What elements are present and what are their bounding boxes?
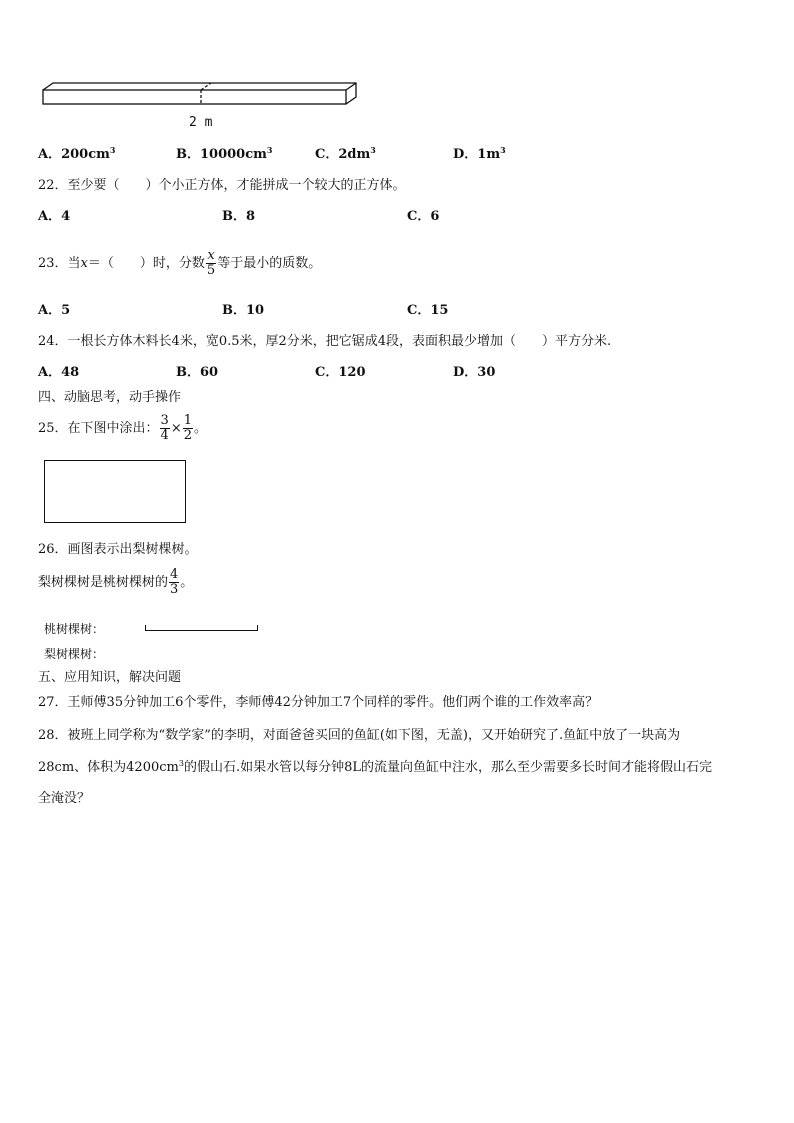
q22-option-a: A．4 [38,209,71,224]
q21-option-b: B．$10000cm^3$ [176,145,273,162]
q25-fraction-1: $\frac{3}{4}$ [160,413,169,443]
pear-tree-label: 梨树棵树： [44,647,105,661]
q24-text: 24．一根长方体木料长4米，宽0.5米，厚2分米，把它锯成4段，表面积最少增加（ ）平方分米. [38,334,612,349]
q22-option-b: B．8 [222,209,256,224]
q22-option-c: C．6 [407,209,440,224]
q28-line-3: 全淹没？ [38,791,91,806]
q21-option-d: D．$1m^3$ [453,145,506,162]
q24-option-a: A．48 [38,365,80,380]
q28-line-1: 28．被班上同学称为“数学家”的李明，对面爸爸买回的鱼缸(如下图，无盖)，又开始研究了.鱼缸中放了一块高为 [38,728,681,743]
q26-fraction: $\frac{4}{3}$ [170,567,179,597]
q26-text: 26．画图表示出梨树棵树。 [38,542,198,557]
q24-option-d: D．30 [453,365,496,380]
q23-option-a: A．5 [38,303,71,318]
q28-line-2: 28cm、体积为$4200cm^3$的假山石.如果水管以每分钟8L的流量向鱼缸中注水，那么至少需要多长时间才能将假山石完 [38,759,712,775]
section-4-title: 四、动脑思考，动手操作 [38,390,182,405]
q27-text: 27．王师傅35分钟加工6个零件，李师傅42分钟加工7个同样的零件。他们两个谁的工作效率高？ [38,695,599,710]
q22-text: 22．至少要（ ）个小正方体，才能拼成一个较大的正方体。 [38,178,406,193]
section-5-title: 五、应用知识，解决问题 [38,670,182,685]
q25-fraction-2: $\frac{1}{2}$ [183,413,193,443]
peach-tree-segment [145,625,258,631]
q23-fraction: $\frac{x}{5}$ [206,248,216,278]
q24-option-b: B．60 [176,365,219,380]
prism-length-label: 2 m [189,115,213,130]
q21-option-a: A．$200cm^3$ [38,145,116,162]
q24-option-c: C．120 [315,365,366,380]
peach-tree-label: 桃树棵树： [44,622,105,636]
q23-option-c: C．15 [407,303,449,318]
q23-text: 23．当x＝（ ）时，分数 $\frac{x}{5}$ 等于最小的质数。 [38,248,322,278]
q21-option-c: C．$2dm^3$ [315,145,376,162]
q25-text: 25．在下图中涂出： $\frac{3}{4}$ × $\frac{1}{2}$ 。 [38,413,208,443]
q26-condition: 梨树棵树是桃树棵树的 $\frac{4}{3}$ 。 [38,567,194,597]
q25-rectangle [44,460,186,523]
q23-option-b: B．10 [222,303,265,318]
long-prism-figure [40,80,362,110]
